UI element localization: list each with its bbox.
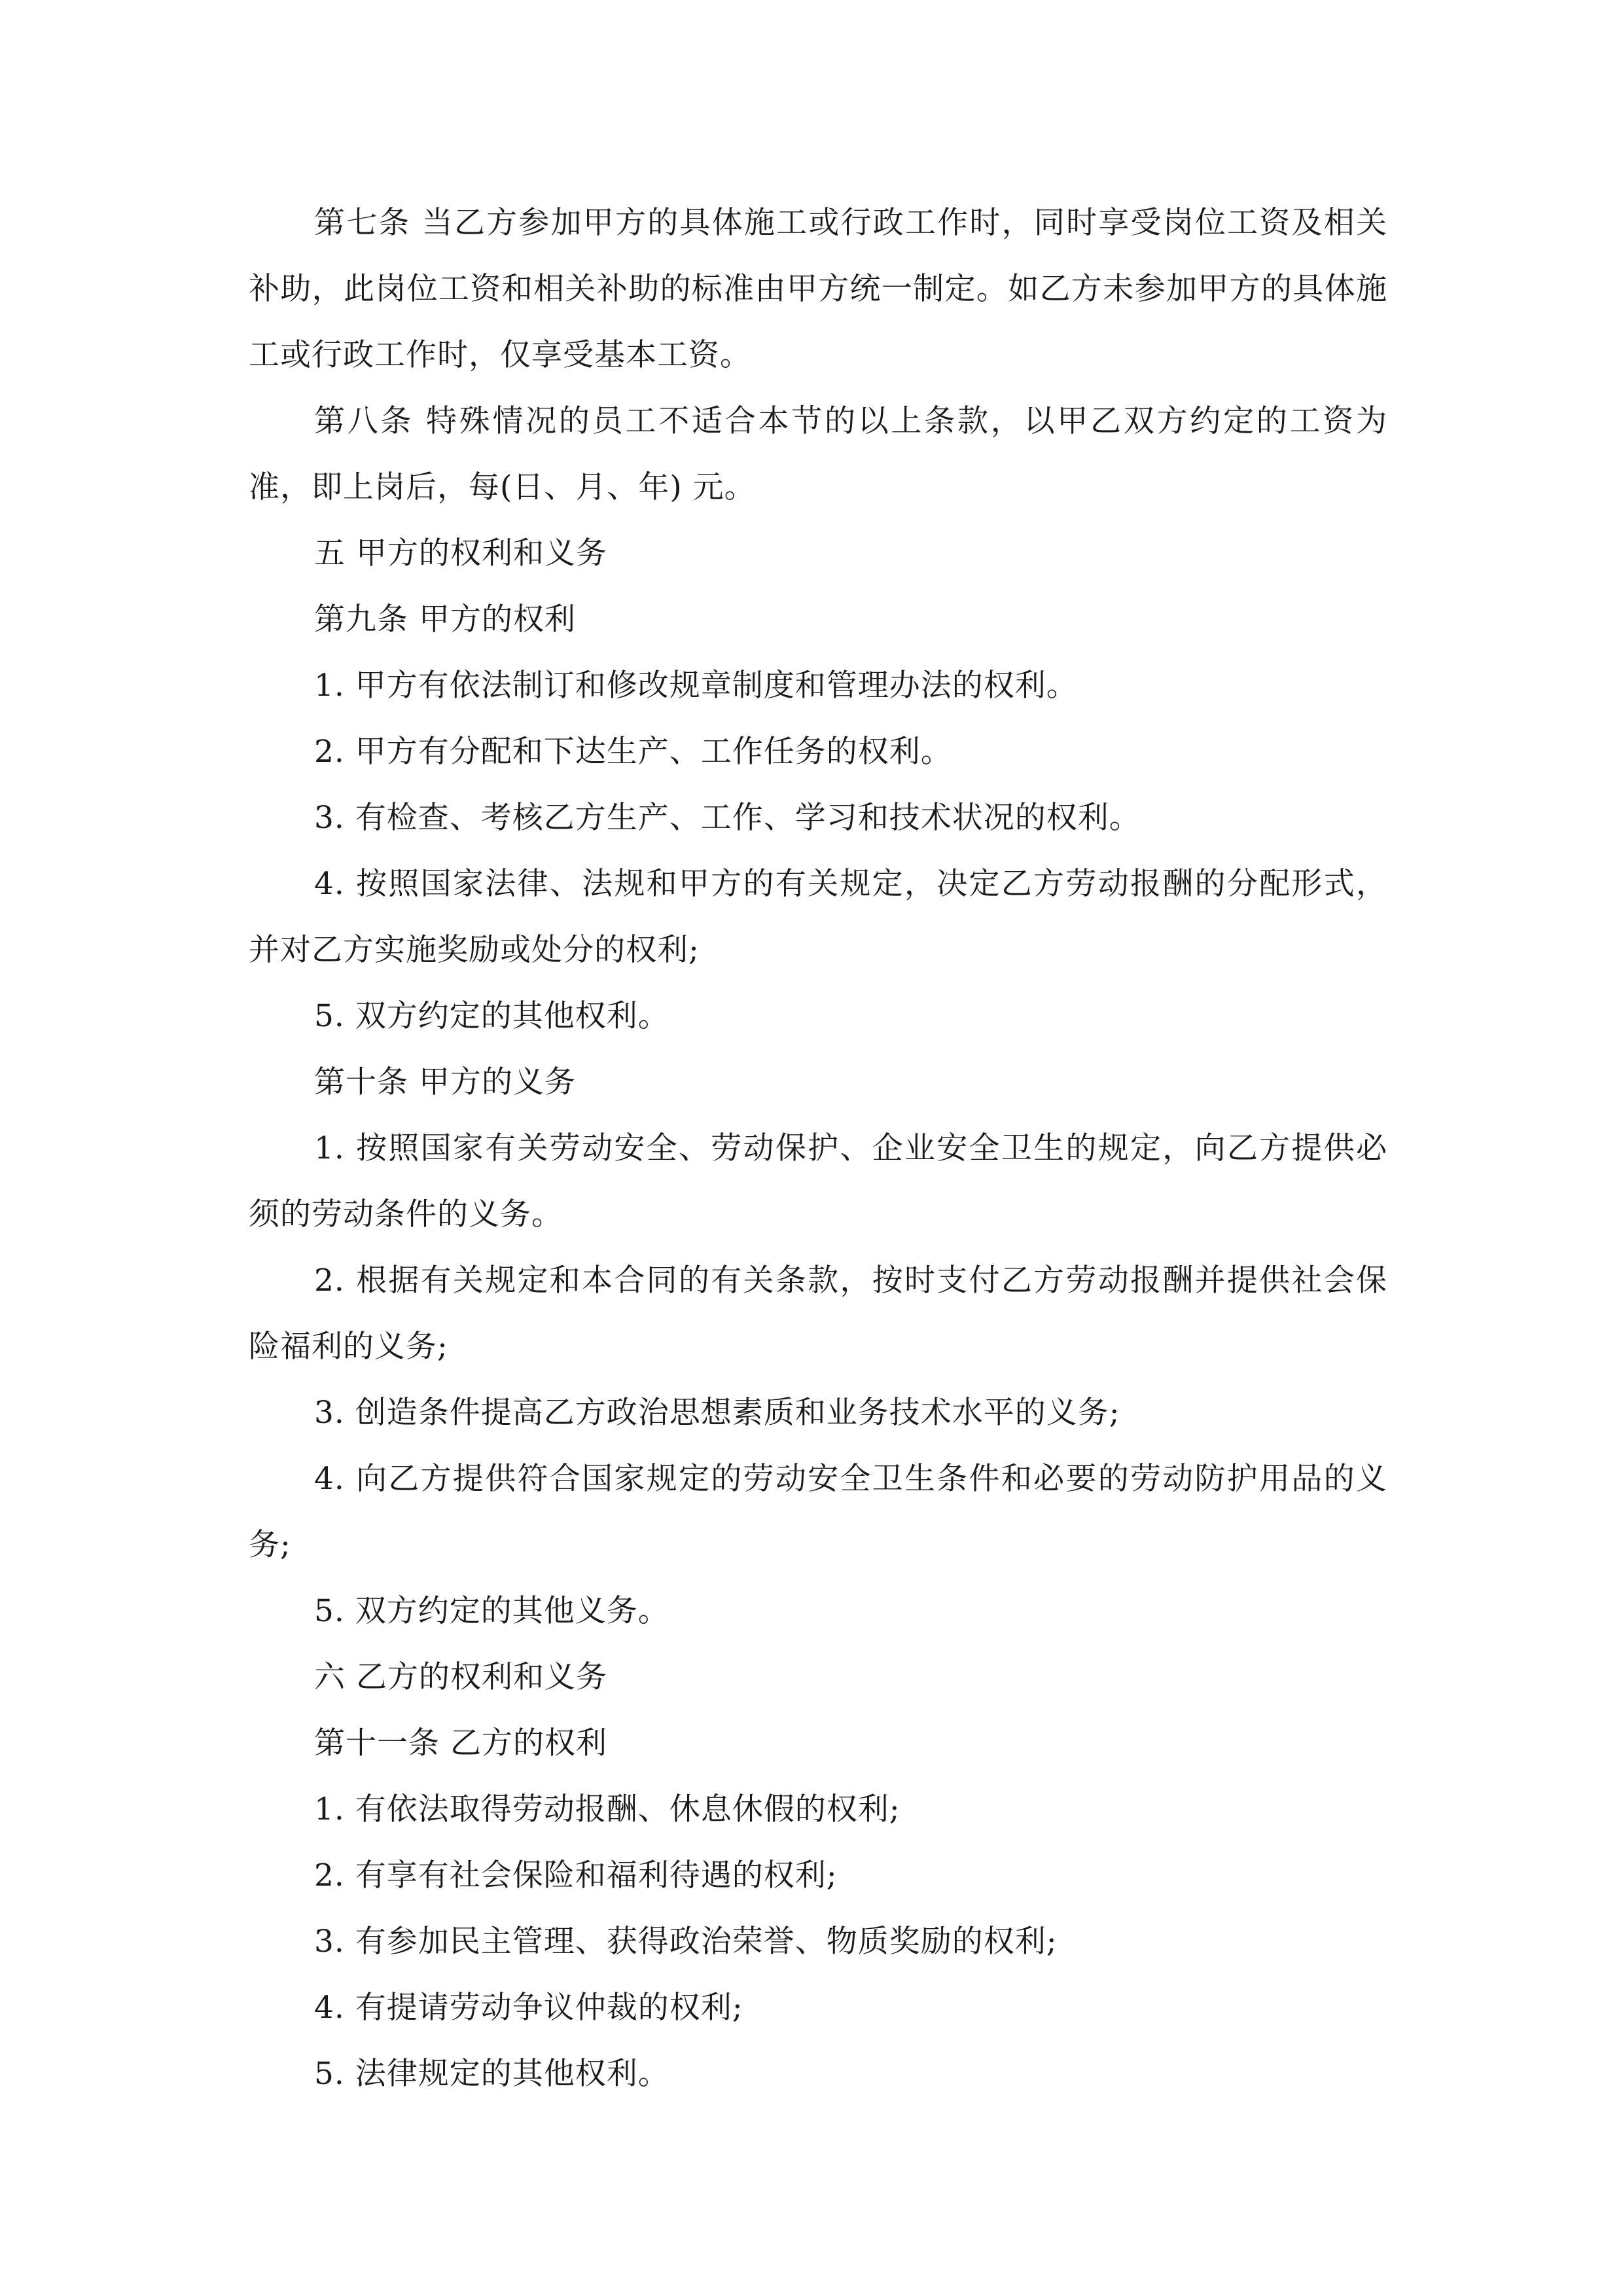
article-9-item-2: 2. 甲方有分配和下达生产、工作任务的权利。 — [314, 734, 952, 770]
article-10-item-3: 3. 创造条件提高乙方政治思想素质和业务技术水平的义务; — [314, 1395, 1120, 1431]
section-6-heading: 六 乙方的权利和义务 — [314, 1659, 607, 1695]
article-11-item-3: 3. 有参加民主管理、获得政治荣誉、物质奖励的权利; — [314, 1924, 1058, 1960]
article-11-item-4: 4. 有提请劳动争议仲裁的权利; — [314, 1990, 743, 2026]
article-9-item-5: 5. 双方约定的其他权利。 — [314, 998, 669, 1034]
article-9-item-3: 3. 有检查、考核乙方生产、工作、学习和技术状况的权利。 — [314, 800, 1141, 836]
article-10-item-4: 4. 向乙方提供符合国家规定的劳动安全卫生条件和必要的劳动防护用品的义务; — [249, 1461, 1387, 1563]
article-10-item-2: 2. 根据有关规定和本合同的有关条款，按时支付乙方劳动报酬并提供社会保险福利的义务; — [249, 1263, 1387, 1365]
article-11-item-2: 2. 有享有社会保险和福利待遇的权利; — [314, 1857, 838, 1893]
article-11-item-5: 5. 法律规定的其他权利。 — [314, 2056, 669, 2092]
article-11-heading: 第十一条 乙方的权利 — [314, 1725, 607, 1761]
article-9-item-1: 1. 甲方有依法制订和修改规章制度和管理办法的权利。 — [314, 668, 1078, 704]
article-7-paragraph: 第七条 当乙方参加甲方的具体施工或行政工作时，同时享受岗位工资及相关补助，此岗位工资和相关补助的标准由甲方统一制定。如乙方未参加甲方的具体施工或行政工作时，仅享受基本工资。 — [249, 205, 1387, 373]
article-9-heading: 第九条 甲方的权利 — [314, 601, 576, 637]
article-9-item-4: 4. 按照国家法律、法规和甲方的有关规定，决定乙方劳动报酬的分配形式，并对乙方实施奖励或处分的权利; — [249, 866, 1387, 968]
article-10-item-5: 5. 双方约定的其他义务。 — [314, 1593, 669, 1629]
document-page — [249, 190, 1387, 2107]
article-11-item-1: 1. 有依法取得劳动报酬、休息休假的权利; — [314, 1791, 901, 1827]
article-10-item-1: 1. 按照国家有关劳动安全、劳动保护、企业安全卫生的规定，向乙方提供必须的劳动条件的义务。 — [249, 1130, 1387, 1232]
article-10-heading: 第十条 甲方的义务 — [314, 1064, 576, 1100]
article-8-paragraph: 第八条 特殊情况的员工不适合本节的以上条款，以甲乙双方约定的工资为准，即上岗后，每(日、月、年) 元。 — [249, 403, 1387, 505]
section-5-heading: 五 甲方的权利和义务 — [314, 535, 607, 571]
